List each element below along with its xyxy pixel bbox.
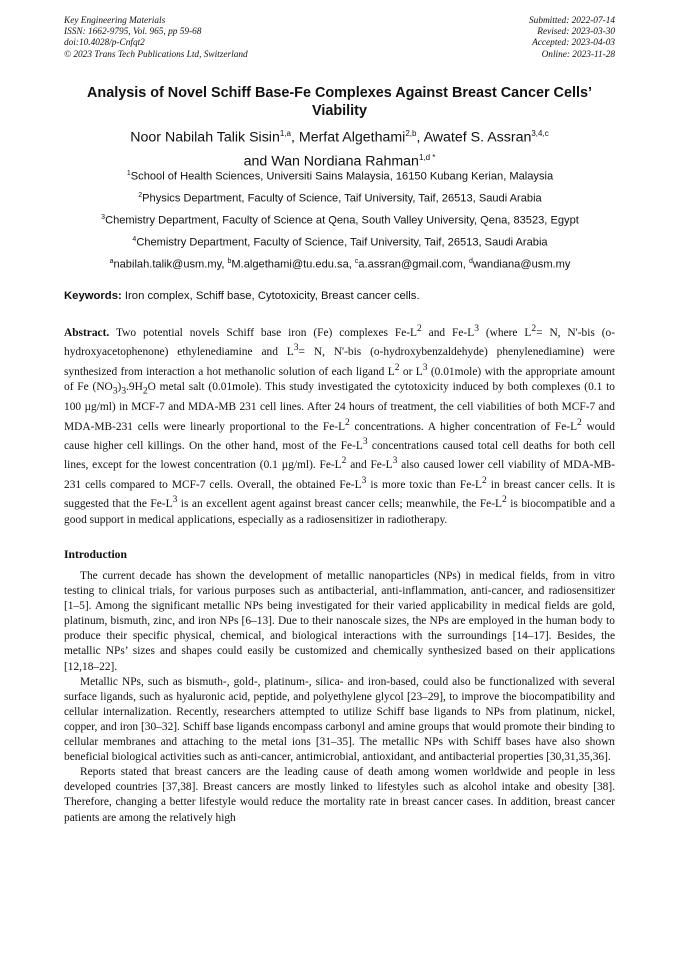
journal-copyright: © 2023 Trans Tech Publications Ltd, Switzerland xyxy=(64,49,248,60)
affiliation: $^1$School of Health Sciences, Universiti Sains Malaysia, 16150 Kubang Kerian, Malaysia xyxy=(126,170,554,183)
email-link[interactable]: M.algethami@tu.edu.sa, xyxy=(231,258,355,271)
author-name: and Wan Nordiana Rahman xyxy=(243,153,419,170)
paragraph: Reports stated that breast cancers are the leading cause of death among women worldwide and people in less developed countries [37,38]. Breast cancers are mostly linked to lifestyles such as alcohol intake and obesity [38]. Therefore, changing a better lifestyle would reduce the mortality rate in breast cancer cases. In addition, breast cancer patients are among the relatively high xyxy=(64,766,615,824)
journal-info xyxy=(64,16,248,61)
section-heading-introduction: Introduction xyxy=(64,548,127,561)
author-name: Merfat Algethami xyxy=(298,129,406,146)
author-name: Noor Nabilah Talik Sisin xyxy=(130,129,280,146)
author-affiliation: 1,d * xyxy=(418,152,436,162)
email-link[interactable]: nabilah.talik@usm.my, xyxy=(113,258,228,271)
journal-doi: doi:10.4028/p-Cnfqt2 xyxy=(64,38,145,49)
email-link[interactable]: a.assran@gmail.com, xyxy=(358,258,469,271)
date-submitted: Submitted: 2022-07-14 xyxy=(529,16,615,26)
affiliation: $^4$Chemistry Department, Faculty of Science, Taif University, Taif, 26513, Saudi Arabia xyxy=(132,236,548,249)
date-accepted: Accepted: 2023-04-03 xyxy=(532,38,615,49)
journal-issn: ISSN: 1662-9795, Vol. 965, pp 59-68 xyxy=(64,27,202,38)
paragraph: Metallic NPs, such as bismuth-, gold-, platinum-, silica- and iron-based, could also be functionalized with several surface ligands, such as hyaluronic acid, peptide, and polyethylene glycol [23–29], to improve the biocompatibility and cellular internalization. Recently, researchers attempted to utilize Schiff base ligands to NPs from platinum, nickel, copper, and iron [30–32]. Schiff base ligands encompass carbonyl and amine groups that would promote their binding to cellular membranes and attaching to the metal ions [31–35]. The metallic NPs with Schiff bases have also shown beneficial biological activities such as anti-cancer, antimicrobial, antioxidant, and antibacterial properties [30,31,35,36]. xyxy=(64,675,615,764)
dates-info xyxy=(529,16,615,61)
author-affiliation: 2,b xyxy=(405,129,417,138)
affiliation: $^3$Chemistry Department, Faculty of Science at Qena, South Valley University, Qena, 83523, Egypt xyxy=(101,214,579,227)
affiliation: $^2$Physics Department, Faculty of Science, Taif University, Taif, 26513, Saudi Arabia xyxy=(138,192,542,205)
paper-title: Analysis of Novel Schiff Base-Fe Complexes Against Breast Cancer Cells’ Viability xyxy=(87,85,592,119)
date-revised: Revised: 2023-03-30 xyxy=(537,27,615,38)
introduction-body xyxy=(64,569,615,826)
author-list: Noor Nabilah Talik Sisin$^{1,a}$, Merfat Algethami$^{2,b}$, Awatef S. Assran$^{3,4,c}$ and Wan Nordiana Rahman$^{1,d *}$ xyxy=(130,129,549,170)
author-affiliation: 1,a xyxy=(279,129,291,138)
paragraph: The current decade has shown the development of metallic nanoparticles (NPs) in medical fields, from in vitro testing to clinical trials, for various purposes such as antibacterial, anti-inflammation, anti-cancer, and radiosensitizer [1–5]. Among the significant metallic NPs being investigated for their varied applicability in medical fields are gold, platinum, bismuth, zinc, and iron NPs [6–13]. Due to their nanoscale sizes, the NPs are employed in the human body to produce their specific physical, chemical, and biological interactions with the surroundings [14–17]. Besides, the metallic NPs’ sizes and shapes could easily be customized and chemically synthesized based on their applications [12,18–22]. xyxy=(64,570,615,673)
keywords-text: Iron complex, Schiff base, Cytotoxicity, Breast cancer cells. xyxy=(121,290,420,302)
author-emails: $^a$nabilah.talik@usm.my, $^b$M.algethami@tu.edu.sa, $^c$a.assran@gmail.com, $^d$wandiana@usm.my xyxy=(109,258,571,271)
date-online: Online: 2023-11-28 xyxy=(541,49,615,60)
author-name: Awatef S. Assran xyxy=(423,129,532,146)
abstract-label: Abstract. xyxy=(64,326,110,339)
keywords-label: Keywords: xyxy=(64,290,122,302)
email-link[interactable]: wandiana@usm.my xyxy=(472,258,571,271)
author-affiliation: 3,4,c xyxy=(531,129,549,138)
journal-name: Key Engineering Materials xyxy=(64,16,166,26)
abstract: Abstract. Two potential novels Schiff base iron (Fe) complexes $Fe-L^2$ and $Fe-L^3$ (where $L^2= N$, N'-bis (o-hydroxyacetophenone) ethylenediamine and $L^3= N$, N'-bis (o-hydroxybenzaldehyde) phenylenediamine) were synthesized from interaction a hot methanolic solution of each ligand $L^2$ or $L^3$ (0.01mole) with the appropriate amount of Fe $(NO_3)_3.9H_2O$ metal salt (0.01mole). This study investigated the cytotoxicity induced by both complexes (0.1 to 100 µg/ml) in MCF-7 and MDA-MB 231 cell lines. After 24 hours of treatment, the cell viabilities of both MCF-7 and MDA-MB-231 cells were linearly proportional to the $Fe-L^2$ concentrations. A higher concentration of $Fe-L^2$ would cause higher cell killings. On the other hand, most of the $Fe-L^3$ concentrations caused total cell deaths for both cell lines, except for the lowest concentration (0.1 µg/ml). $Fe-L^2$ and $Fe-L^3$ also caused lower cell viability of MDA-MB-231 cells compared to MCF-7 cells. Overall, the obtained $Fe-L^3$ is more toxic than $Fe-L^2$ in breast cancer cells. It is suggested that the $Fe-L^3$ is an excellent agent against breast cancer cells; meanwhile, the $Fe-L^2$ is biocompatible and a good support in medical applications, especially as a radiosensitizer in radiotherapy. xyxy=(64,324,615,526)
keywords xyxy=(64,290,615,303)
